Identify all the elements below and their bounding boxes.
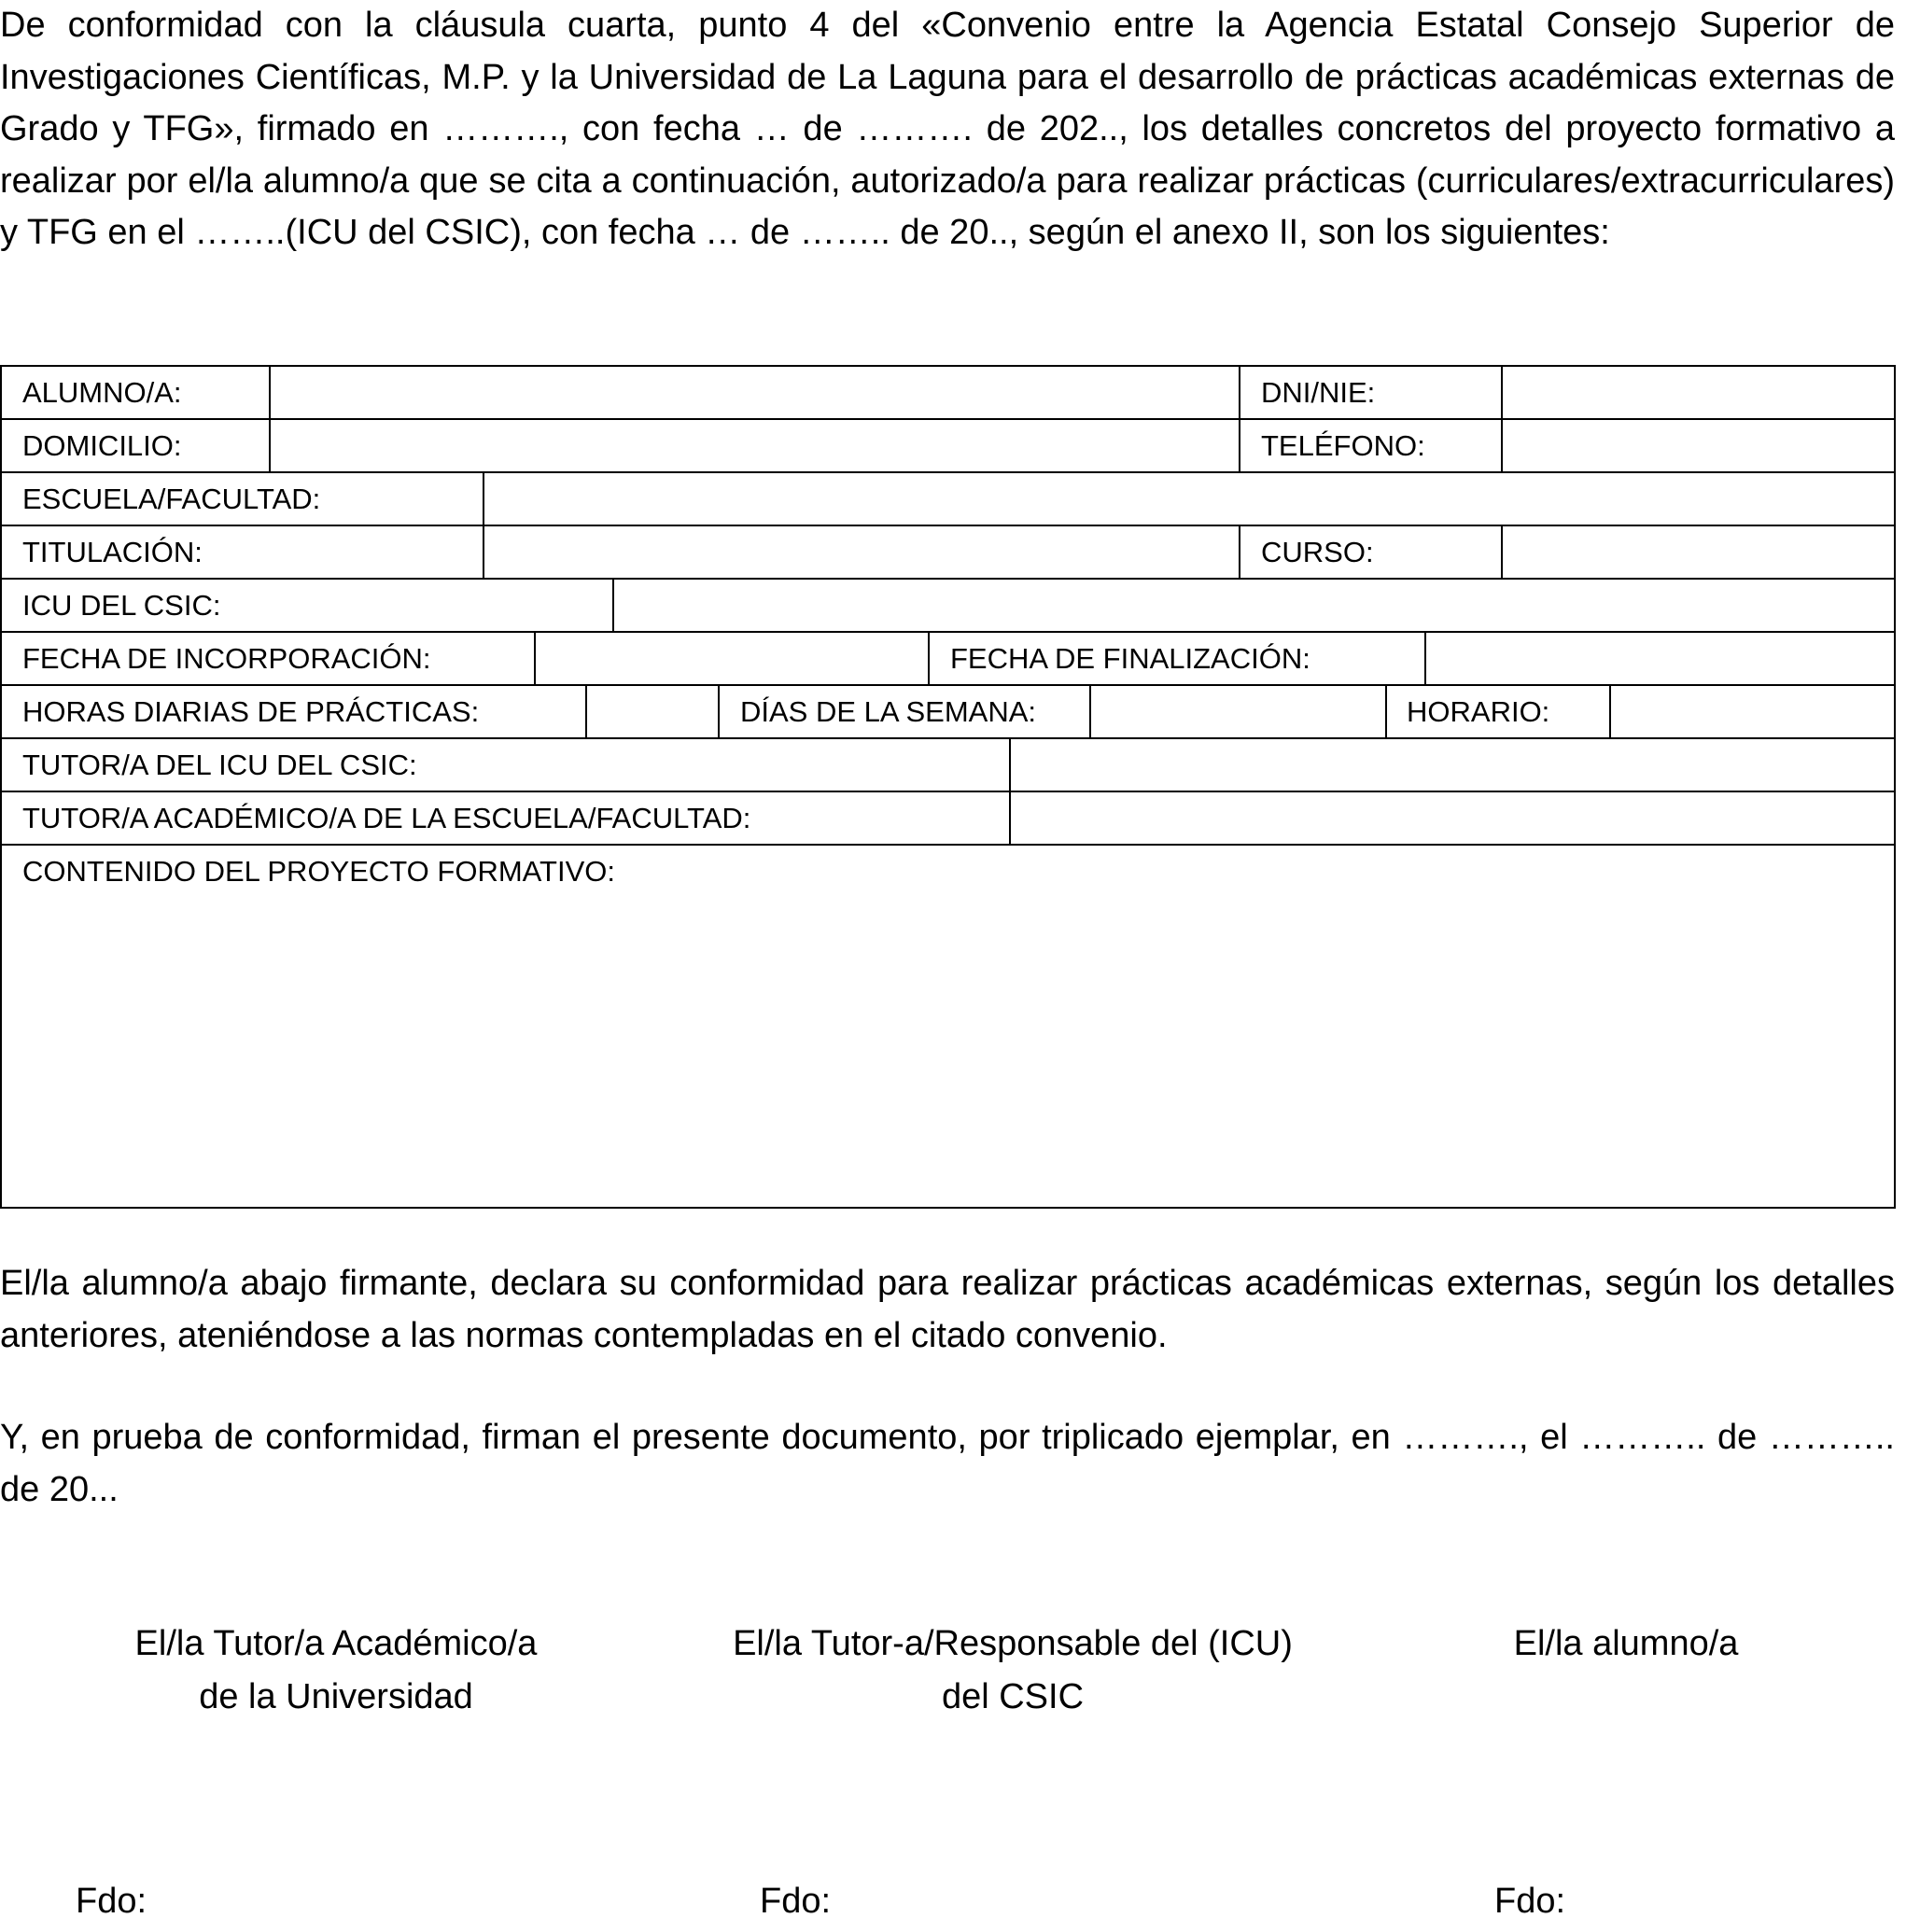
icu-field[interactable] [614,580,1894,631]
table-border-right [1894,365,1896,1209]
telefono-field[interactable] [1503,420,1894,471]
intro-paragraph: De conformidad con la cláusula cuarta, punto 4 del «Convenio entre la Agencia Estatal Consejo Superior de Investigaciones Científicas, M.P. y la Universidad de La Laguna para el desarrollo de prácticas académicas externas de Grado y TFG», firmado en ………., con fecha … de ………. de 202.., los detalles concretos del proyecto formativo a realizar por el/la alumno/a que se cita a continuación, autorizado/a para realizar prácticas (curriculares/extracurriculares) y TFG en el ……..(ICU del CSIC), con fecha … de …….. de 20.., según el anexo II, son los siguientes: [0,6,1895,252]
label-fecha-incorporacion: FECHA DE INCORPORACIÓN: [22,642,431,675]
label-contenido: CONTENIDO DEL PROYECTO FORMATIVO: [22,855,615,888]
declaration-paragraph: El/la alumno/a abajo firmante, declara su conformidad para realizar prácticas académicas externas, según los detalles anteriores, ateniéndose a las normas contempladas en el citado convenio. [0,1264,1895,1355]
fecha-incorporacion-field[interactable] [536,633,928,684]
label-horario: HORARIO: [1407,695,1550,728]
label-tutor-academico: TUTOR/A ACADÉMICO/A DE LA ESCUELA/FACULTAD: [22,802,751,834]
alumno-field[interactable] [271,367,1239,418]
label-horas-diarias: HORAS DIARIAS DE PRÁCTICAS: [22,695,480,728]
row-divider [0,844,1896,846]
signature-fdo-academic-tutor: Fdo: [76,1882,147,1921]
label-telefono: TELÉFONO: [1261,429,1425,462]
cell-divider [1385,684,1387,737]
label-escuela: ESCUELA/FACULTAD: [22,483,321,515]
dni-field[interactable] [1503,367,1894,418]
cell-divider [1239,418,1240,471]
signature-title-academic-tutor-line2: de la Universidad [199,1677,473,1716]
table-border-bottom [0,1207,1896,1209]
signature-title-icu-tutor-line1: El/la Tutor-a/Responsable del (ICU) [733,1624,1293,1663]
label-icu: ICU DEL CSIC: [22,589,221,622]
fecha-finalizacion-field[interactable] [1426,633,1894,684]
cell-divider [1239,365,1240,418]
label-curso: CURSO: [1261,536,1374,568]
titulacion-field[interactable] [484,526,1239,578]
label-dias-semana: DÍAS DE LA SEMANA: [740,695,1036,728]
agreement-paragraph: Y, en prueba de conformidad, firman el presente documento, por triplicado ejemplar, en ………., el ……….. de ……….. de 20... [0,1418,1895,1509]
student-data-form [0,365,1896,1209]
horas-diarias-field[interactable] [587,686,718,737]
domicilio-field[interactable] [271,420,1239,471]
label-fecha-finalizacion: FECHA DE FINALIZACIÓN: [950,642,1310,675]
label-domicilio: DOMICILIO: [22,429,182,462]
escuela-field[interactable] [484,473,1894,525]
tutor-academico-field[interactable] [1011,792,1894,844]
signature-title-icu-tutor-line2: del CSIC [941,1677,1085,1716]
cell-divider [718,684,720,737]
horario-field[interactable] [1611,686,1894,737]
signature-fdo-icu-tutor: Fdo: [760,1882,832,1921]
label-alumno: ALUMNO/A: [22,376,182,409]
signature-fdo-student: Fdo: [1494,1882,1566,1921]
dias-semana-field[interactable] [1091,686,1385,737]
label-titulacion: TITULACIÓN: [22,536,203,568]
label-dni: DNI/NIE: [1261,376,1376,409]
signature-title-academic-tutor-line1: El/la Tutor/a Académico/a [134,1624,538,1663]
label-tutor-icu: TUTOR/A DEL ICU DEL CSIC: [22,749,417,781]
curso-field[interactable] [1503,526,1894,578]
tutor-icu-field[interactable] [1011,739,1894,791]
contenido-field[interactable] [2,897,1894,1207]
signature-title-student: El/la alumno/a [1513,1624,1739,1663]
cell-divider [1239,525,1240,578]
cell-divider [928,631,930,684]
